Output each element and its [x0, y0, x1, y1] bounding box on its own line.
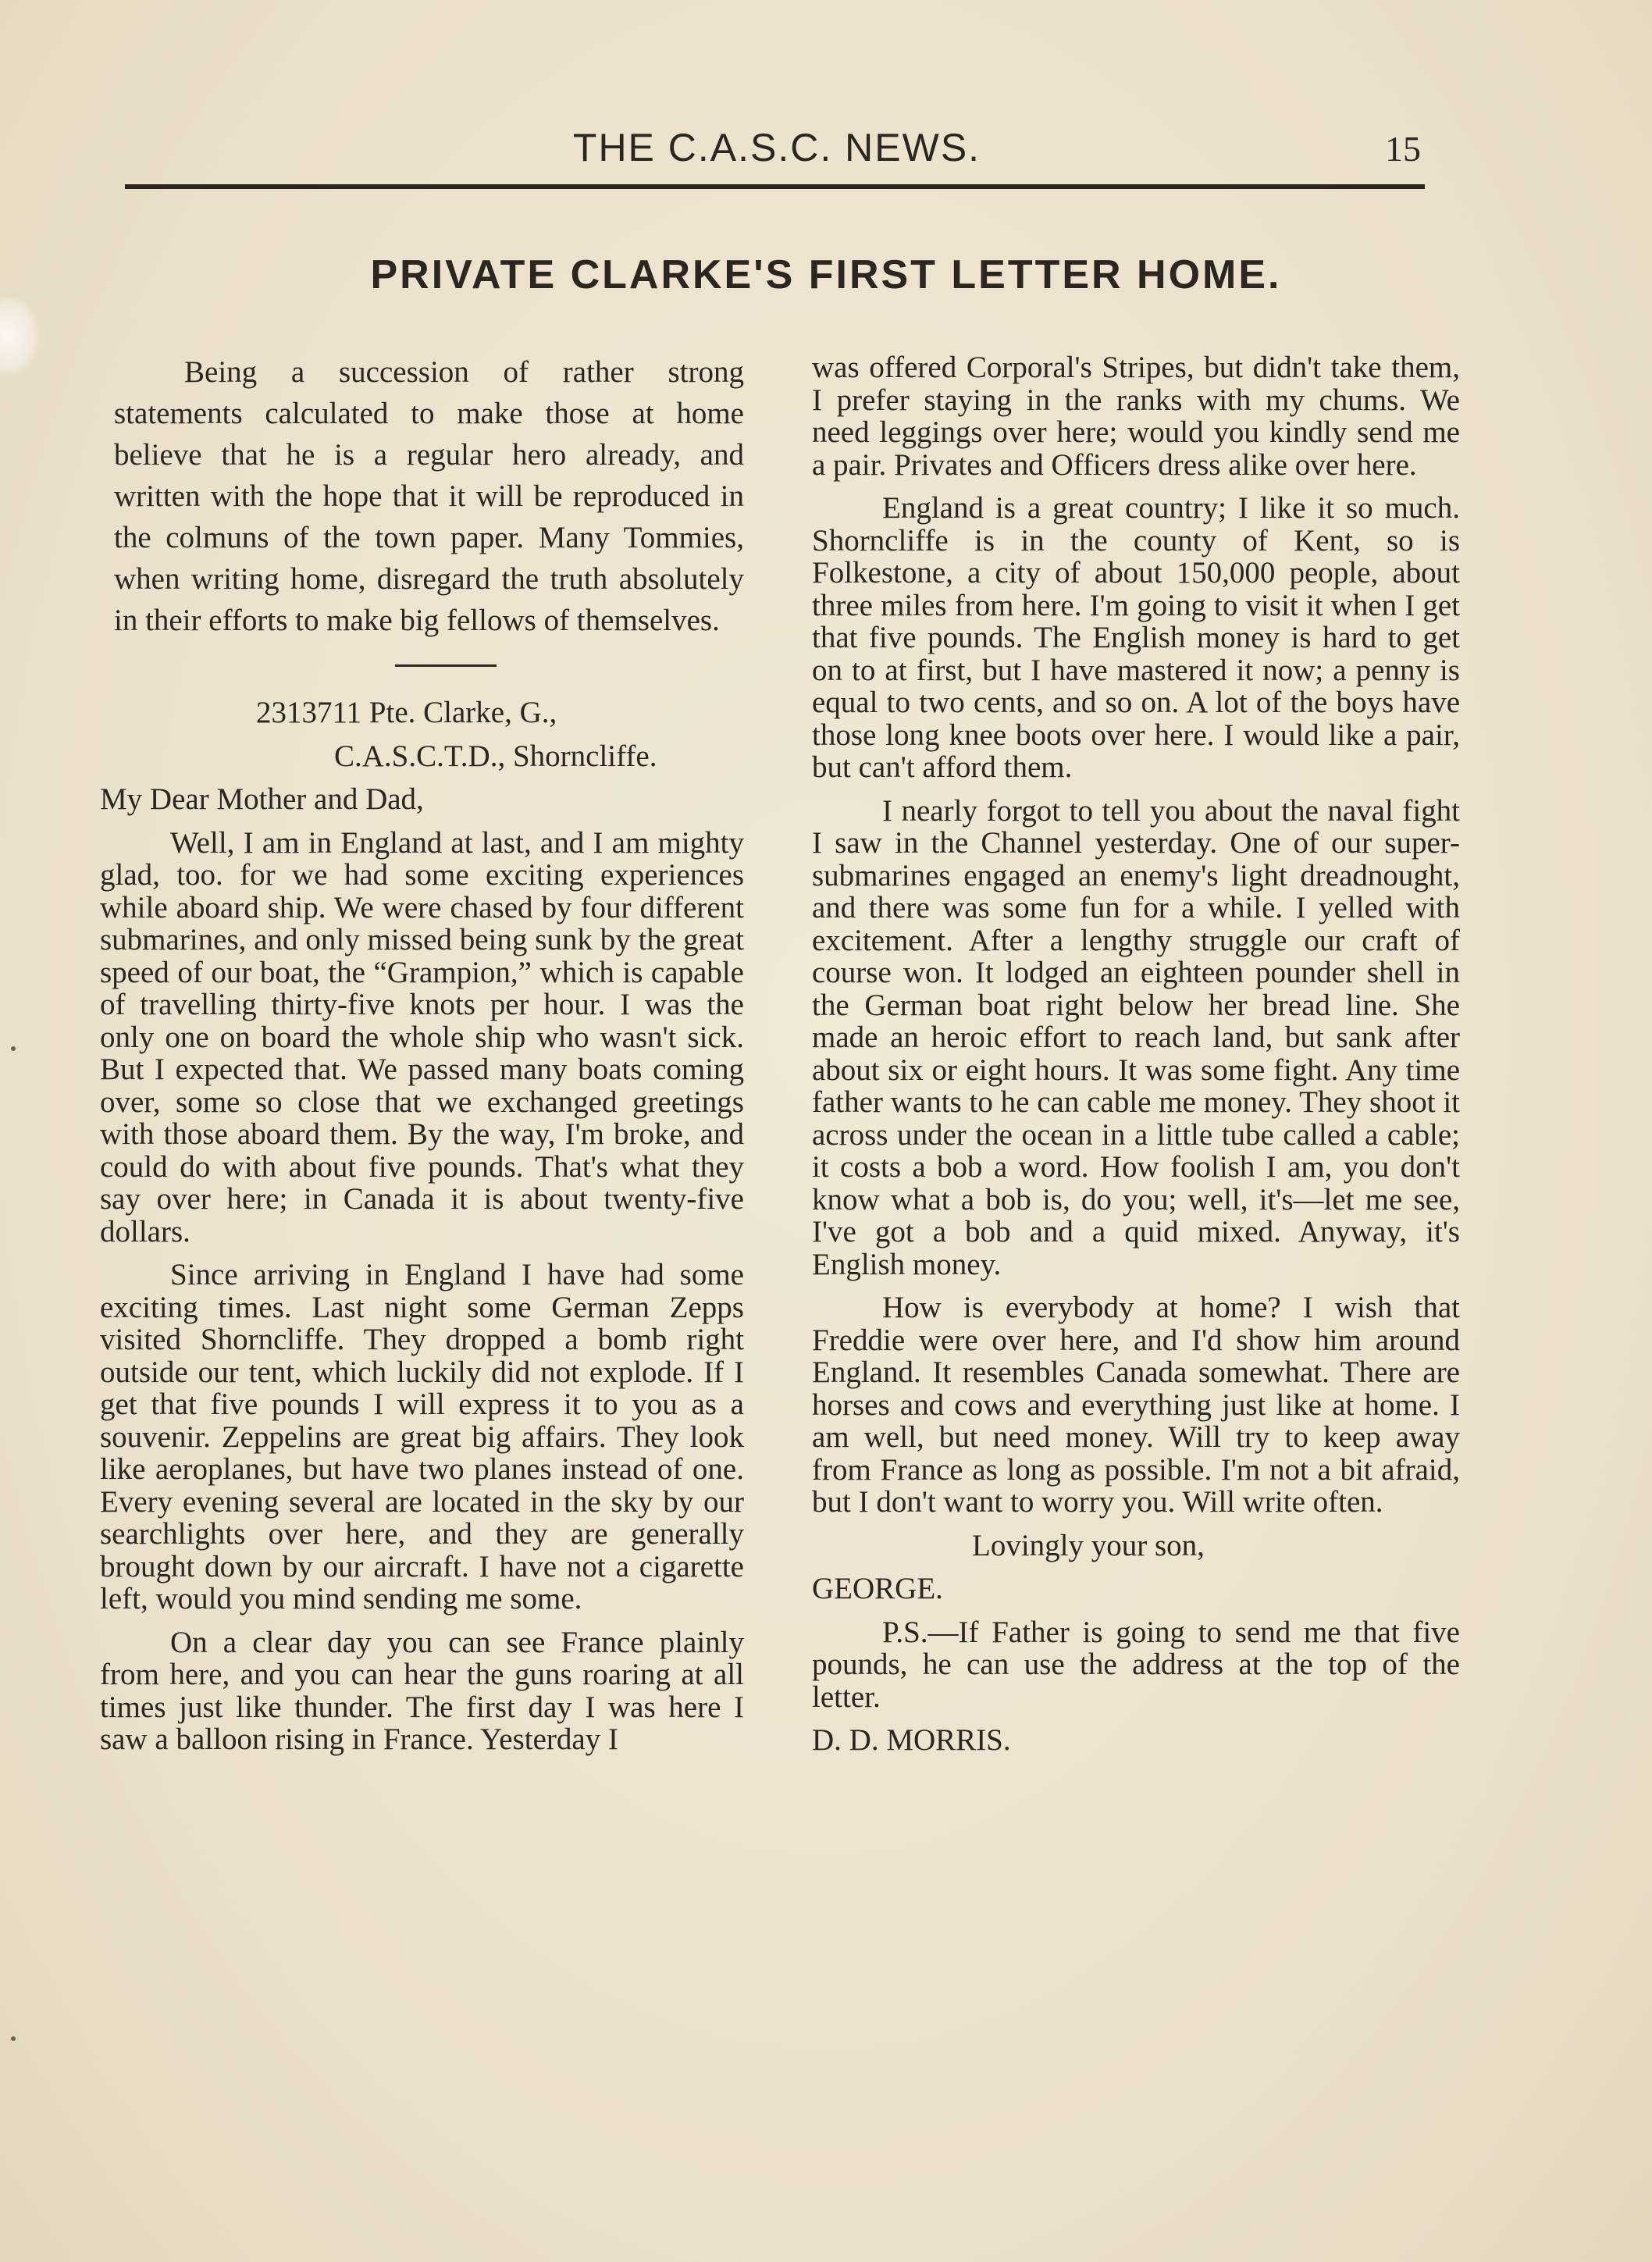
letter-paragraph-4: England is a great country; I like it so much. Shorncliffe is in the county of Kent, so is Folkestone, a city of about 150,000 people, about three miles from here. I'm going to visit it when I get that five pounds. The English money is hard to get on to at first, but I have mastered it now; a penny is equal to two cents, and so on. A lot of the boys have those long knee boots over here. I would like a pair, but can't afford them. [812, 491, 1460, 784]
signature: GEORGE. [812, 1572, 943, 1605]
letter-paragraph-2: Since arriving in England I have had some exciting times. Last night some German Zepps visited Shorncliffe. They dropped a bomb right outside our tent, which luckily did not explode. If I get that five pounds I will express it to you as a souvenir. Zeppelins are great big affairs. They look like aeroplanes, but have two planes instead of one. Every evening several are located in the sky by our searchlights over here, and they are generally brought down by our aircraft. I have not a cigarette left, would you mind sending me some. [100, 1258, 744, 1615]
sender-line-1: 2313711 Pte. Clarke, G., [256, 696, 557, 729]
page-header [125, 117, 1429, 180]
paper-stain [0, 297, 39, 375]
letter-paragraph-1: Well, I am in England at last, and I am mighty glad, too. for we had some exciting experiences while aboard ship. We were chased by four different submarines, and only missed being sunk by the great speed of our boat, the “Grampion,” which is capable of travelling thirty-five knots per hour. I was the only one on board the whole ship who wasn't sick. But I expected that. We passed many boats coming over, some so close that we exchanged greetings with those aboard them. By the way, I'm broke, and could do with about five pounds. That's what they say over here; in Canada it is about twenty-five dollars. [100, 825, 744, 1249]
ink-speck [11, 2036, 16, 2041]
ink-speck [11, 1046, 16, 1051]
intro-paragraph: Being a succession of rather strong statements calculated to make those at home believe that he is a regular hero already, and written with the hope that it will be reproduced in the colmuns of the town paper. Many Tommies, when writing home, disregard the truth absolutely in their efforts to make big fellows of themselves. [114, 355, 744, 637]
closing-line: Lovingly your son, [972, 1528, 1205, 1562]
section-divider [395, 664, 497, 667]
running-title: THE C.A.S.C. NEWS. [572, 126, 981, 169]
letter-paragraph-3: On a clear day you can see France plainly from here, and you can hear the guns roaring at all times just like thunder. The first day I was here I saw a balloon rising in France. Yesterday I [100, 1625, 744, 1756]
salutation: My Dear Mother and Dad, [100, 782, 424, 816]
page-number: 15 [1385, 129, 1421, 169]
header-rule [125, 184, 1425, 189]
letter-paragraph-3-continued: was offered Corporal's Stripes, but didn't take them, I prefer staying in the ranks with my chums. We need leggings over here; would you kindly send me a pair. Privates and Officers dress alike over here. [812, 351, 1460, 482]
postscript: P.S.—If Father is going to send me that five pounds, he can use the address at the top of the letter. [812, 1615, 1460, 1714]
author-byline: D. D. MORRIS. [812, 1723, 1011, 1757]
letter-paragraph-6: How is everybody at home? I wish that Freddie were over here, and I'd show him around England. It resembles Canada somewhat. There are horses and cows and everything just like at home. I am well, but need money. Will try to keep away from France as long as possible. I'm not a bit afraid, but I don't want to worry you. Will write often. [812, 1291, 1460, 1519]
left-column [100, 351, 744, 1767]
letter-paragraph-5: I nearly forgot to tell you about the naval fight I saw in the Channel yesterday. One of our super-submarines engaged an enemy's light dreadnought, and there was some fun for a while. I yelled with excitement. After a lengthy struggle our craft of course won. It lodged an eighteen pounder shell in the German boat right below her bread line. She made an heroic effort to reach land, but sank after about six or eight hours. It was some fight. Any time father wants to he can cable me money. They shoot it across under the ocean in a little tube called a cable; it costs a bob a word. How foolish I am, you don't know what a bob is, do you; well, it's—let me see, I've got a bob and a quid mixed. Anyway, it's English money. [812, 793, 1460, 1281]
sender-line-2: C.A.S.C.T.D., Shorncliffe. [334, 739, 657, 773]
article-title: PRIVATE CLARKE'S FIRST LETTER HOME. [370, 252, 1282, 297]
right-column [812, 351, 1460, 1768]
